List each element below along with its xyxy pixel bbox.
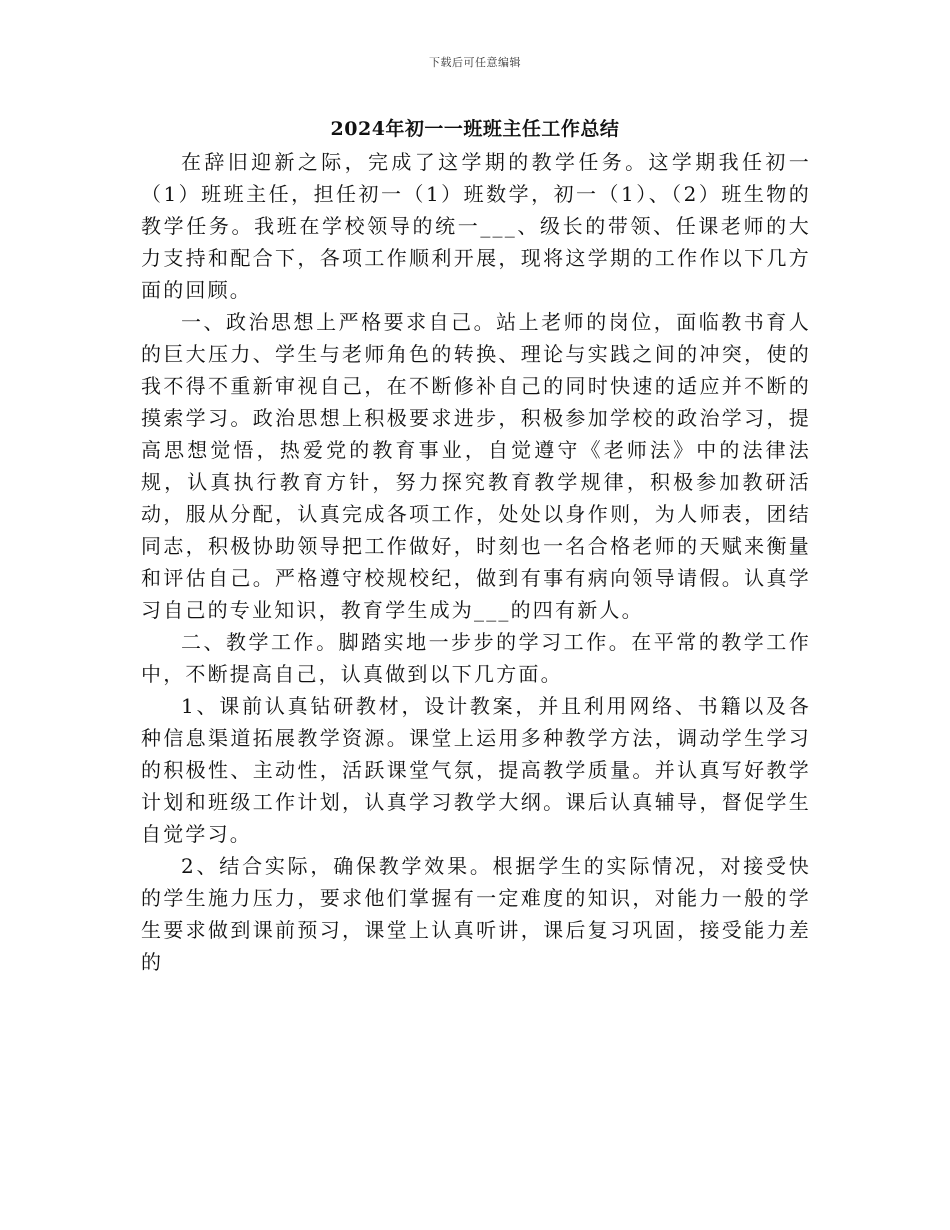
document-title: 2024年初一一班班主任工作总结 — [330, 118, 620, 140]
paragraph-item-1: 1、课前认真钻研教材，设计教案，并且利用网络、书籍以及各种信息渠道拓展教学资源。课堂上运用多种教学方法，调动学生学习的积极性、主动性，活跃课堂气氛，提高教学质量。并认真写好教学计划和班级工作计划，认真学习教学大纲。课后认真辅导，督促学生自觉学习。 — [141, 694, 811, 846]
paragraph-teaching-work: 二、教学工作。脚踏实地一步步的学习工作。在平常的教学工作中，不断提高自己，认真做到以下几方面。 — [141, 630, 811, 686]
paragraph-political-thought: 一、政治思想上严格要求自己。站上老师的岗位，面临教书育人的巨大压力、学生与老师角色的转换、理论与实践之间的冲突，使的我不得不重新审视自己，在不断修补自己的同时快速的适应并不断的摸索学习。政治思想上积极要求进步，积极参加学校的政治学习，提高思想觉悟，热爱党的教育事业，自觉遵守《老师法》中的法律法规，认真执行教育方针，努力探究教育教学规律，积极参加教研活动，服从分配，认真完成各项工作，处处以身作则，为人师表，团结同志，积极协助领导把工作做好，时刻也一名合格老师的天赋来衡量和评估自己。严格遵守校规校纪，做到有事有病向领导请假。认真学习自己的专业知识，教育学生成为___的四有新人。 — [141, 310, 811, 622]
paragraph-item-2: 2、结合实际，确保教学效果。根据学生的实际情况，对接受快的学生施力压力，要求他们掌握有一定难度的知识，对能力一般的学生要求做到课前预习，课堂上认真听讲，课后复习巩固，接受能力差的 — [141, 854, 811, 974]
paragraph-intro: 在辞旧迎新之际，完成了这学期的教学任务。这学期我任初一（1）班班主任，担任初一（1）班数学，初一（1）、（2）班生物的教学任务。我班在学校领导的统一___、级长的带领、任课老师的大力支持和配合下，各项工作顺利开展，现将这学期的工作作以下几方面的回顾。 — [141, 150, 811, 302]
header-note: 下载后可任意编辑 — [429, 56, 521, 69]
document-body — [141, 146, 811, 978]
